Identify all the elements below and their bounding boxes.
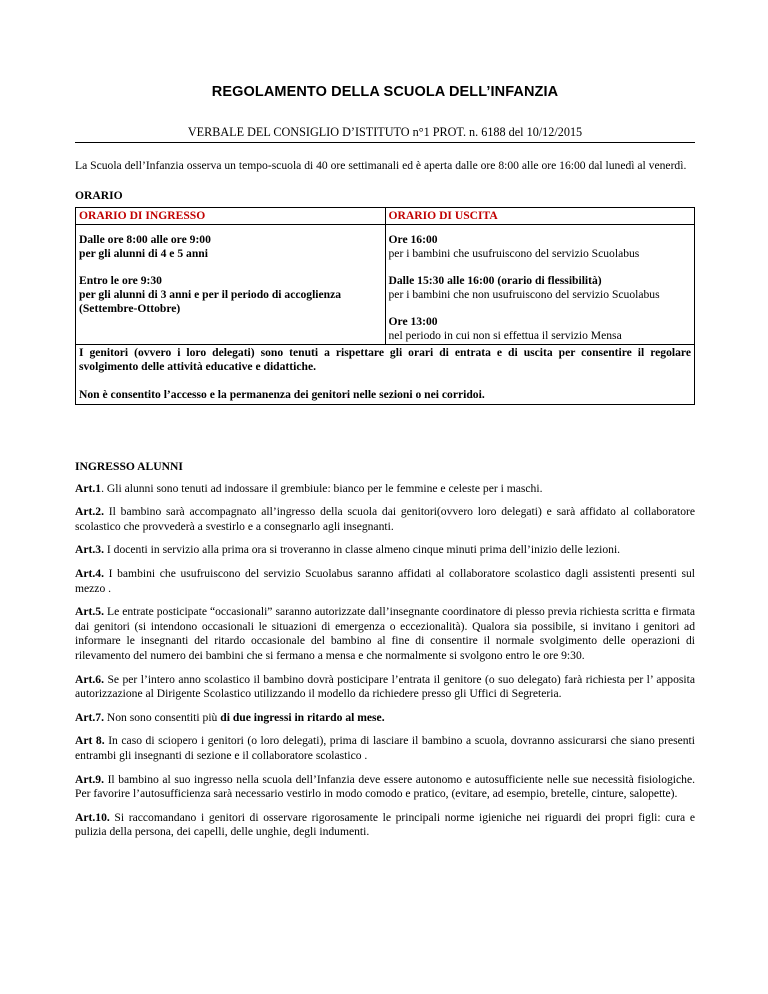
row2-out-line2: per i bambini che non usufruiscono del servizio Scuolabus [388,287,660,301]
article-6-label: Art.6. [75,672,104,686]
row1-out-line2: per i bambini che usufruiscono del servizio Scuolabus [388,246,640,260]
article-8 [75,734,695,763]
notes-cell [76,344,695,404]
row2-out-line3: Ore 13:00 [388,314,438,328]
header-ingresso-cell [76,207,386,224]
article-6 [75,673,695,702]
article-10-text: Si raccomandano i genitori di osservare rigorosamente le principali norme igieniche nei riguardi dei propri figli: cura e pulizia della persona, dei capelli, delle unghie, degli indumenti. [75,810,695,839]
article-4-label: Art.4. [75,566,104,580]
row2-out-line4: nel periodo in cui non si effettua il servizio Mensa [388,328,622,342]
article-3-label: Art.3. [75,543,104,557]
article-3-text: I docenti in servizio alla prima ora si troveranno in classe almeno cinque minuti prima dell’inizio delle lezioni. [103,543,621,557]
row2-ingresso-cell [76,262,386,345]
row1-in-line2: per gli alunni di 4 e 5 anni [79,246,208,260]
article-1-label: Art.1 [75,481,102,495]
document-subtitle: VERBALE DEL CONSIGLIO D’ISTITUTO n°1 PROT. n. 6188 del 10/12/2015 [75,125,695,143]
article-9-text: Il bambino al suo ingresso nella scuola dell’Infanzia deve essere autonomo e autosufficiente nelle sue necessità fisiologiche. Per favorire l’autosufficienza sarà necessario vestirlo in modo comodo e pratico, (evitare, ad esempio, bretelle, cinture, salopette). [75,772,695,801]
document-page [75,0,695,840]
article-5-text: Le entrate posticipate “occasionali” saranno autorizzate dall’insegnante coordinatore di plesso previa richiesta scritta e firmata dai genitori (si intendono occasionali le situazioni di emergenza o eccezionalità). Qualora sia possibile, si invitano i genitori ad informare le insegnanti del ritardo occasionale del bambino al fine di consentire il normale svolgimento delle operazioni di rilevamento del numero dei bambini che si fermano a mensa e che normalmente si svolgono entro le ore 9:30. [75,605,695,662]
row1-in-line1: Dalle ore 8:00 alle ore 9:00 [79,232,211,246]
article-1-text: . Gli alunni sono tenuti ad indossare il grembiule: bianco per le femmine e celeste per i maschi. [101,481,543,495]
article-2-text: Il bambino sarà accompagnato all’ingresso della scuola dai genitori(ovvero loro delegati) e sarà affidato al collaboratore scolastico che provvederà a svestirlo e a consegnarlo agli insegnanti. [75,505,695,533]
note-orari: I genitori (ovvero i loro delegati) sono tenuti a rispettare gli orari di entrata e di uscita per consentire il regolare svolgimento delle attività educative e didattiche. [79,345,691,373]
article-9-label: Art.9. [75,772,104,786]
article-2-label: Art.2. [75,505,104,519]
article-5-label: Art.5. [75,605,104,619]
row2-out-line1: Dalle 15:30 alle 16:00 (orario di flessibilità) [388,273,602,287]
article-4-text: I bambini che usufruiscono del servizio Scuolabus saranno affidati al collaboratore scolastico dagli assistenti presenti sul mezzo . [75,566,695,595]
header-uscita: ORARIO DI USCITA [388,208,498,222]
article-8-label: Art 8. [75,734,105,748]
article-8-text: In caso di sciopero i genitori (o loro delegati), prima di lasciare il bambino a scuola, dovranno assicurarsi che siano presenti entrambi gli insegnanti di sezione e il collaboratore scolastico . [75,734,695,762]
article-7 [75,711,695,726]
article-10 [75,811,695,840]
article-7-text: Non sono consentiti più [103,710,221,724]
row2-in-line1: Entro le ore 9:30 [79,273,162,287]
row1-ingresso-cell [76,224,386,262]
document-title: REGOLAMENTO DELLA SCUOLA DELL’INFANZIA [211,84,559,100]
header-uscita-cell [385,207,695,224]
article-6-text: Se per l’intero anno scolastico il bambino dovrà posticipare l’entrata il genitore (o suo delegato) farà richiesta per l’ apposita autorizzazione al Dirigente Scolastico utilizzando il modello da richiedere presso gli Uffici di Segreteria. [75,672,695,701]
article-4 [75,567,695,596]
article-7-label: Art.7. [75,710,104,724]
note-accesso: Non è consentito l’accesso e la permanenza dei genitori nelle sezioni o nei corridoi. [79,387,485,401]
row2-in-line2: per gli alunni di 3 anni e per il periodo di accoglienza [79,287,342,301]
row2-in-line3: (Settembre-Ottobre) [79,301,181,315]
ingresso-heading: INGRESSO ALUNNI [75,459,183,473]
article-10-label: Art.10. [75,810,110,824]
row1-uscita-cell [385,224,695,262]
article-1 [75,482,695,497]
orario-heading: ORARIO [75,188,123,202]
article-9 [75,773,695,802]
header-ingresso: ORARIO DI INGRESSO [79,208,206,222]
article-7-bold: di due ingressi in ritardo al mese. [220,710,385,724]
row2-uscita-cell [385,262,695,345]
intro-paragraph: La Scuola dell’Infanzia osserva un tempo-scuola di 40 ore settimanali ed è aperta dalle ore 8:00 alle ore 16:00 dal lunedì al venerdì. [75,159,687,172]
article-5 [75,605,695,663]
row1-out-line1: Ore 16:00 [388,232,438,246]
article-2 [75,505,695,534]
orario-table [75,207,695,405]
article-3 [75,543,695,558]
